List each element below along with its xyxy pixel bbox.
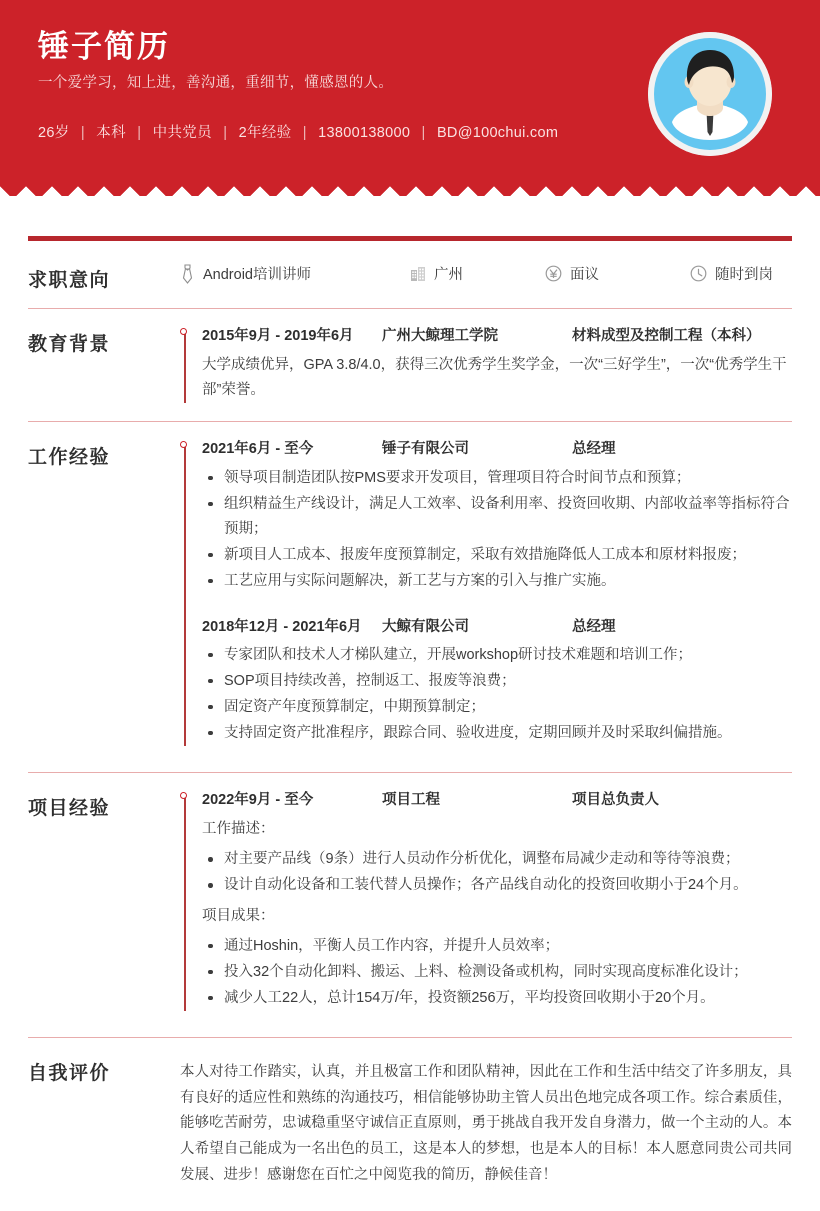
meta-separator: |	[80, 124, 85, 141]
list-item: 领导项目制造团队按PMS要求开发项目，管理项目符合时间节点和预算；	[202, 466, 792, 491]
section-job-intention	[28, 241, 792, 309]
meta-separator: |	[421, 124, 426, 141]
work-bullet-list	[202, 466, 792, 594]
meta-age: 26岁	[38, 124, 70, 141]
header-meta-row	[38, 121, 598, 142]
meta-phone: 13800138000	[318, 124, 411, 141]
entry-role: 总经理	[572, 441, 616, 458]
list-item: SOP项目持续改善，控制返工、报废等浪费；	[202, 669, 792, 694]
intent-availability-label: 随时到岗	[715, 267, 773, 283]
list-item: 投入32个自动化卸料、搬运、上料、检测设备或机构，同时实现高度标准化设计；	[202, 960, 792, 985]
intent-position-label: Android培训讲师	[203, 267, 311, 283]
list-item: 新项目人工成本、报废年度预算制定，采取有效措施降低人工成本和原材料报废；	[202, 543, 792, 568]
work-timeline	[180, 438, 792, 745]
education-timeline	[180, 325, 792, 403]
entry-major: 材料成型及控制工程（本科）	[572, 328, 761, 344]
timeline-line	[184, 446, 186, 745]
work-bullet-list	[202, 643, 792, 746]
section-title-education: 教育背景	[28, 334, 111, 355]
project-group-label: 项目成果：	[202, 908, 275, 924]
entry-header	[202, 789, 792, 811]
entry-company: 锤子有限公司	[382, 441, 469, 458]
entry-date: 2018年12月 - 2021年6月	[202, 618, 362, 635]
section-title-self-evaluation: 自我评价	[28, 1062, 111, 1084]
meta-political-status: 中共党员	[152, 124, 212, 141]
list-item: 对主要产品线（9条）进行人员动作分析优化，调整布局减少走动和等待等浪费；	[202, 847, 792, 872]
intent-city-label: 广州	[434, 267, 463, 283]
header-tagline: 一个爱学习，知上进，善沟通，重细节，懂感恩的人。	[38, 74, 394, 91]
list-item: 工艺应用与实际问题解决，新工艺与方案的引入与推广实施。	[202, 569, 792, 594]
zigzag-edge	[0, 182, 820, 196]
list-item: 支持固定资产批准程序，跟踪合同、验收进度，定期回顾并及时采取纠偏措施。	[202, 721, 792, 746]
entry-header	[202, 616, 792, 638]
education-entry	[202, 325, 792, 403]
entry-school: 广州大鲸理工学院	[382, 328, 498, 344]
building-icon	[410, 266, 426, 282]
list-item: 减少人工22人，总计154万/年，投资额256万，平均投资回收期小于20个月。	[202, 986, 792, 1011]
work-entry	[202, 438, 792, 593]
intent-position	[180, 263, 410, 284]
entry-date: 2015年9月 - 2019年6月	[202, 328, 354, 344]
page-title: 锤子简历	[38, 29, 170, 64]
list-item: 设计自动化设备和工装代替人员操作；各产品线自动化的投资回收期小于24个月。	[202, 873, 792, 898]
intent-availability	[690, 263, 773, 284]
project-timeline	[180, 789, 792, 1011]
list-item: 通过Hoshin，平衡人员工作内容，并提升人员效率；	[202, 934, 792, 959]
section-self-evaluation	[28, 1038, 792, 1211]
self-evaluation-text: 本人对待工作踏实，认真，并且极富工作和团队精神，因此在工作和生活中结交了许多朋友，具有良好的适应性和熟练的沟通技巧，相信能够协助主管人员出色地完成各项工作。综合素质佳，能够吃苦耐劳，忠诚稳重坚守诚信正直原则，勇于挑战自我开发自身潜力，做一个主动的人。本人希望自己能成为一名出色的员工，这是本人的梦想，也是本人的目标！本人愿意同贵公司共同发展、进步！感谢您在百忙之中阅览我的简历，静候佳音！	[180, 1063, 792, 1183]
person-avatar-icon	[648, 32, 772, 156]
education-description: 大学成绩优异，GPA 3.8/4.0，获得三次优秀学生奖学金，一次“三好学生”，一次“优秀学生干部”荣誉。	[202, 357, 787, 399]
meta-separator: |	[223, 124, 228, 141]
work-entry	[202, 616, 792, 746]
job-intention-row	[180, 241, 792, 308]
meta-separator: |	[302, 124, 307, 141]
intent-salary-label: 面议	[570, 267, 599, 283]
entry-header	[202, 438, 792, 460]
project-entry	[202, 789, 792, 1011]
header-text-block	[38, 28, 598, 142]
timeline-line	[184, 797, 186, 1011]
entry-role: 项目总负责人	[572, 791, 659, 808]
section-education	[28, 309, 792, 422]
section-work-experience	[28, 422, 792, 772]
timeline-dot	[180, 441, 187, 448]
section-project-experience	[28, 773, 792, 1038]
meta-degree: 本科	[96, 124, 126, 141]
yen-circle-icon	[545, 265, 562, 282]
project-bullet-list	[202, 934, 792, 1011]
avatar	[648, 32, 772, 156]
meta-email: BD@100chui.com	[436, 124, 559, 141]
project-group-label: 工作描述：	[202, 821, 275, 838]
clock-icon	[690, 265, 707, 282]
entry-date: 2021年6月 - 至今	[202, 441, 314, 458]
entry-date: 2022年9月 - 至今	[202, 791, 314, 808]
resume-body	[0, 236, 820, 1211]
meta-separator: |	[137, 124, 142, 141]
entry-role: 总经理	[572, 618, 616, 635]
list-item: 固定资产年度预算制定，中期预算制定；	[202, 695, 792, 720]
meta-experience: 2年经验	[238, 124, 292, 141]
section-title-work-experience: 工作经验	[28, 447, 111, 469]
project-bullet-list	[202, 847, 792, 898]
timeline-dot	[180, 792, 187, 799]
necktie-icon	[180, 264, 195, 284]
section-title-job-intention: 求职意向	[28, 270, 111, 291]
timeline-dot	[180, 328, 187, 335]
entry-header	[202, 325, 792, 347]
intent-city	[410, 263, 545, 284]
intent-salary	[545, 263, 690, 284]
entry-company: 大鲸有限公司	[382, 618, 469, 635]
list-item: 专家团队和技术人才梯队建立，开展workshop研讨技术难题和培训工作；	[202, 643, 792, 668]
entry-project: 项目工程	[382, 791, 440, 808]
section-title-project-experience: 项目经验	[28, 797, 111, 819]
timeline-line	[184, 333, 186, 403]
resume-header	[0, 0, 820, 196]
list-item: 组织精益生产线设计，满足人工效率、设备利用率、投资回收期、内部收益率等指标符合预期；	[202, 492, 792, 542]
